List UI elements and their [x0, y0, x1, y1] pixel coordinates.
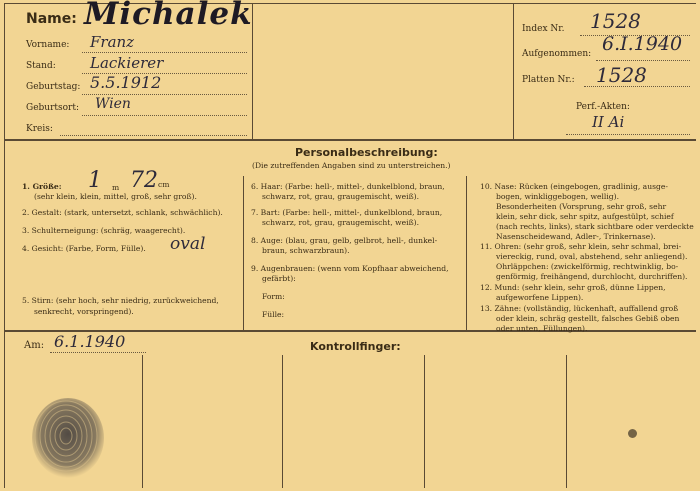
- ohren-line-3: Ohrläppchen: (zwickelförmig, rechtwinklig, bo-: [496, 262, 679, 271]
- stirn-line-1: 5. Stirn: (sehr hoch, sehr niedrig, zurückweichend,: [22, 296, 219, 305]
- am-value: 6.1.1940: [54, 332, 126, 351]
- vorname-value: Franz: [90, 33, 135, 51]
- bart-line-1: 7. Bart: (Farbe: hell-, mittel-, dunkelblond, braun,: [251, 208, 443, 217]
- finger-divider-2: [282, 355, 283, 488]
- groesse-value-cm: 72: [130, 168, 158, 193]
- groesse-value-m: 1: [88, 168, 102, 193]
- groesse-label: 1. Größe:: [22, 182, 62, 191]
- finger-divider-3: [424, 355, 425, 488]
- header-divider-2: [513, 3, 514, 140]
- gesicht-value: oval: [170, 234, 206, 254]
- vorname-line: [82, 52, 247, 53]
- groesse-sub: (sehr klein, klein, mittel, groß, sehr groß).: [34, 192, 197, 201]
- stand-label: Stand:: [26, 61, 56, 71]
- ink-spot: [628, 429, 637, 438]
- personal-title: Personalbeschreibung:: [295, 146, 438, 159]
- platten-label: Platten Nr.:: [522, 75, 575, 85]
- zaehne-line-3: oder unten, Füllungen).: [496, 324, 588, 333]
- nase-line-6: Nasenscheidewand, Adler-, Trinkernase).: [496, 232, 656, 241]
- nase-line-1: 10. Nase: Rücken (eingebogen, gradlinig, ausge-: [480, 182, 668, 191]
- kreis-label: Kreis:: [26, 124, 53, 134]
- am-line: [50, 352, 146, 353]
- geburtsort-line: [82, 115, 247, 116]
- nase-line-3: Besonderheiten (Vorsprung, sehr groß, sehr: [496, 202, 667, 211]
- platten-value: 1528: [596, 63, 647, 87]
- finger-divider-1: [142, 355, 143, 488]
- am-label: Am:: [24, 340, 45, 351]
- form-label: Form:: [262, 292, 285, 301]
- geburtstag-line: [82, 94, 247, 95]
- ohren-line-2: viereckig, rund, oval, abstehend, sehr anliegend).: [496, 252, 688, 261]
- personal-subtitle: (Die zutreffenden Angaben sind zu unterstreichen.): [252, 161, 451, 170]
- mund-line-1: 12. Mund: (sehr klein, sehr groß, dünne Lippen,: [480, 283, 666, 292]
- perf-value: II Ai: [592, 113, 625, 131]
- fuelle-label: Fülle:: [262, 310, 285, 319]
- gestalt-label: 2. Gestalt: (stark, untersetzt, schlank, schwächlich).: [22, 208, 223, 217]
- nase-line-2: bogen, winkliggebogen, wellig).: [496, 192, 620, 201]
- kreis-line: [60, 135, 247, 136]
- ohren-line-1: 11. Ohren: (sehr groß, sehr klein, sehr schmal, brei-: [480, 242, 682, 251]
- personal-divider-1: [243, 176, 244, 330]
- geburtstag-label: Geburtstag:: [26, 82, 81, 92]
- nase-line-5: (nach rechts, links), stark sichtbare oder verdeckte: [496, 222, 694, 231]
- stand-value: Lackierer: [90, 54, 164, 72]
- index-value: 1528: [590, 9, 641, 33]
- perf-line: [566, 134, 690, 135]
- geburtsort-label: Geburtsort:: [26, 103, 79, 113]
- mund-line-2: aufgeworfene Lippen).: [496, 293, 584, 302]
- name-label: Name:: [26, 11, 77, 27]
- geburtsort-value: Wien: [95, 96, 131, 112]
- fingerprint-image: [30, 398, 106, 480]
- finger-divider-4: [566, 355, 567, 488]
- brauen-line-2: gefärbt):: [262, 274, 296, 283]
- perf-label: Perf.-Akten:: [576, 102, 630, 112]
- header-bottom-rule: [4, 139, 696, 141]
- auge-line-2: braun, schwarzbraun).: [262, 246, 350, 255]
- bart-line-2: schwarz, rot, grau, graugemischt, weiß).: [262, 218, 420, 227]
- gesicht-label: 4. Gesicht: (Farbe, Form, Fülle).: [22, 244, 146, 253]
- auge-line-1: 8. Auge: (blau, grau, gelb, gelbrot, hell-, dunkel-: [251, 236, 438, 245]
- zaehne-line-2: oder klein, schräg gestellt, falsches Gebiß oben: [496, 314, 680, 323]
- groesse-unit-m: m: [112, 183, 120, 192]
- haar-line-1: 6. Haar: (Farbe: hell-, mittel-, dunkelblond, braun,: [251, 182, 445, 191]
- left-border: [4, 3, 5, 488]
- groesse-unit-cm: cm: [158, 180, 170, 189]
- stirn-line-2: senkrecht, vorspringend).: [34, 307, 134, 316]
- brauen-line-1: 9. Augenbrauen: (wenn vom Kopfhaar abweichend,: [251, 264, 449, 273]
- kontrollfinger-title: Kontrollfinger:: [310, 340, 401, 353]
- schulter-label: 3. Schulterneigung: (schräg, waagerecht).: [22, 226, 186, 235]
- name-value: Michalek: [84, 0, 253, 32]
- geburtstag-value: 5.5.1912: [90, 73, 162, 92]
- aufgenommen-line: [596, 60, 690, 61]
- vorname-label: Vorname:: [26, 40, 70, 50]
- nase-line-4: klein, sehr dick, sehr spitz, aufgestülpt, schief: [496, 212, 674, 221]
- aufgenommen-value: 6.I.1940: [602, 33, 683, 55]
- zaehne-line-1: 13. Zähne: (vollständig, lückenhaft, auffallend groß: [480, 304, 679, 313]
- ohren-line-4: genförmig, freihängend, durchlocht, durchriffen).: [496, 272, 688, 281]
- aufgenommen-label: Aufgenommen:: [522, 49, 592, 59]
- haar-line-2: schwarz, rot, grau, graugemischt, weiß).: [262, 192, 420, 201]
- index-label: Index Nr.: [522, 24, 565, 34]
- personal-divider-2: [466, 176, 467, 330]
